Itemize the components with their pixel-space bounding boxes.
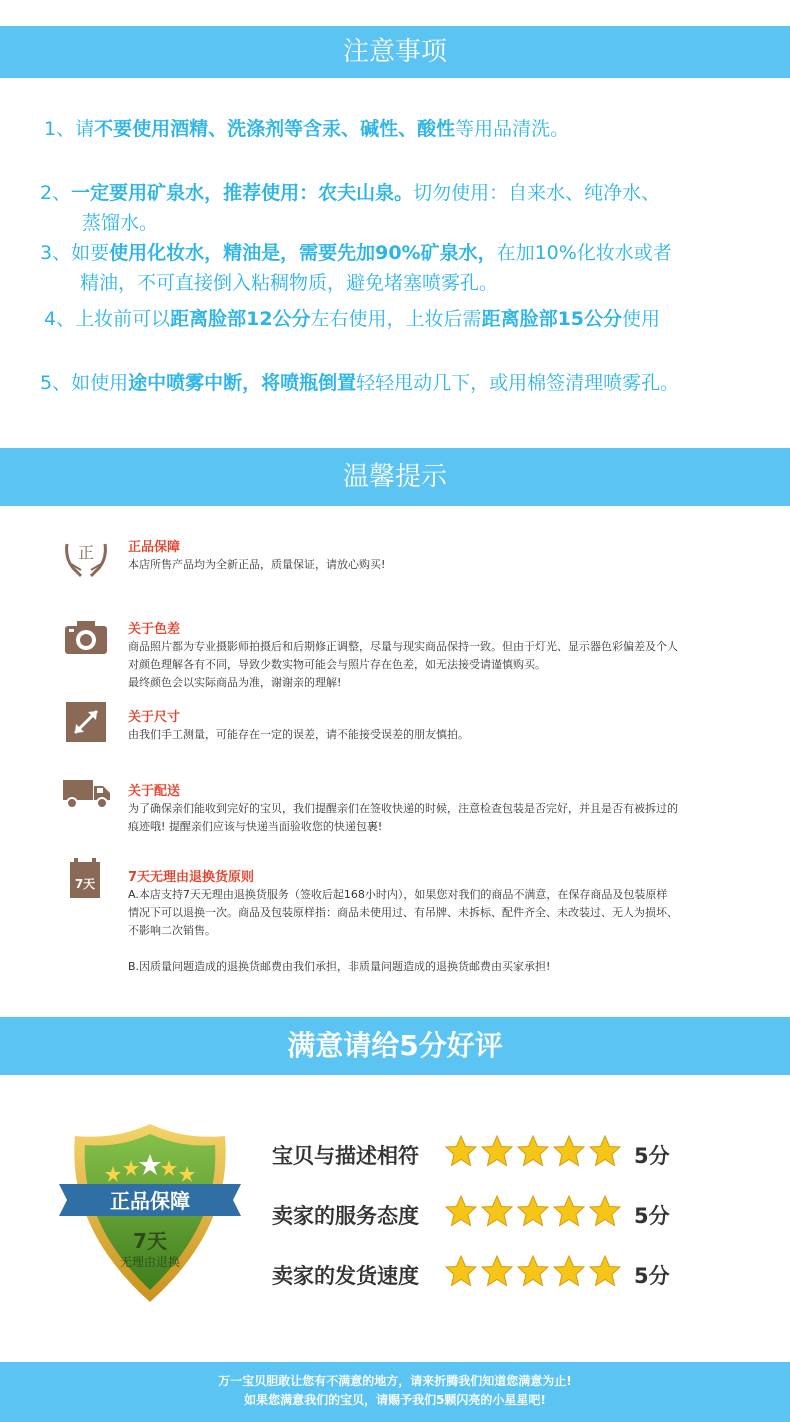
svg-text:无理由退换: 无理由退换	[119, 1255, 181, 1269]
tip-title: 关于配送	[128, 784, 181, 799]
star-icon	[444, 1134, 478, 1168]
tip-title: 关于尺寸	[128, 710, 181, 725]
rating-score: 5分	[634, 1144, 670, 1168]
camera-icon	[63, 620, 109, 662]
footer-banner	[0, 1362, 790, 1422]
star-rating	[444, 1194, 624, 1230]
star-icon	[480, 1194, 514, 1228]
svg-text:7天: 7天	[74, 877, 96, 891]
star-icon	[588, 1194, 622, 1228]
star-icon	[444, 1254, 478, 1288]
rating-label: 卖家的发货速度	[272, 1264, 419, 1288]
star-icon	[480, 1134, 514, 1168]
tip-title: 关于色差	[128, 622, 181, 637]
star-icon	[588, 1134, 622, 1168]
rating-title: 满意请给5分好评	[287, 1029, 503, 1062]
rating-row	[272, 1134, 752, 1174]
tips-banner	[0, 448, 790, 506]
star-icon	[480, 1254, 514, 1288]
star-icon	[552, 1254, 586, 1288]
star-rating	[444, 1134, 624, 1170]
tip-body: A.本店支持7天无理由退换货服务（签收后起168小时内），如果您对我们的商品不满意，在保存商品及包装原样 情况下可以退换一次。商品及包装原样指：商品未使用过、有吊牌、未拆标、配件齐全、未改装过、无人为损坏、 不影响二次销售。 B.因质量问题造成的退换货邮费由我们承担，非质量问题造成的退换货邮费由买家承担!	[128, 888, 678, 973]
star-icon	[444, 1194, 478, 1228]
tip-body: 商品照片都为专业摄影师拍摄后和后期修正调整，尽量与现实商品保持一致。但由于灯光、显示器色彩偏差及个人 对颜色理解各有不同，导致少数实物可能会与照片存在色差，如无法接受请谨慎购买。 最终颜色会以实际商品为准，谢谢亲的理解!	[128, 640, 678, 689]
ruler-arrow-icon	[66, 702, 112, 744]
star-icon	[516, 1194, 550, 1228]
star-icon	[516, 1134, 550, 1168]
guarantee-shield-badge	[55, 1118, 245, 1308]
return-7day-icon	[68, 858, 114, 900]
svg-text:正品保障: 正品保障	[110, 1189, 190, 1213]
rating-row	[272, 1254, 752, 1294]
tips-title: 温馨提示	[342, 462, 447, 492]
star-icon	[588, 1254, 622, 1288]
notice-title: 注意事项	[342, 37, 447, 67]
star-icon	[552, 1194, 586, 1228]
footer-line-2: 如果您满意我们的宝贝，请赐予我们5颗闪亮的小星星吧!	[244, 1393, 546, 1407]
star-rating	[444, 1254, 624, 1290]
svg-text:7天: 7天	[133, 1229, 167, 1253]
tip-body: 为了确保亲们能收到完好的宝贝，我们提醒亲们在签收快递的时候，注意检查包装是否完好，并且是否有被拆过的 痕迹哦! 提醒亲们应该与快递当面验收您的快递包裹!	[128, 802, 678, 833]
note-item: 2、一定要用矿泉水，推荐使用：农夫山泉。切勿使用：自来水、纯净水、 蒸馏水。	[40, 182, 661, 234]
rating-label: 宝贝与描述相符	[272, 1144, 419, 1168]
tip-body: 本店所售产品均为全新正品，质量保证，请放心购买!	[128, 558, 386, 571]
rating-score: 5分	[634, 1204, 670, 1228]
rating-label: 卖家的服务态度	[272, 1204, 419, 1228]
star-icon	[516, 1254, 550, 1288]
footer-line-1: 万一宝贝胆敢让您有不满意的地方，请来折腾我们知道您满意为止!	[218, 1374, 572, 1388]
star-icon	[552, 1134, 586, 1168]
note-item: 4、上妆前可以距离脸部12公分左右使用，上妆后需距离脸部15公分使用	[44, 308, 661, 330]
truck-icon	[63, 778, 109, 820]
rating-row	[272, 1194, 752, 1234]
rating-score: 5分	[634, 1264, 670, 1288]
note-item: 5、如使用途中喷雾中断，将喷瓶倒置轻轻甩动几下，或用棉签清理喷雾孔。	[40, 372, 680, 394]
note-item: 3、如要使用化妆水，精油是，需要先加90%矿泉水，在加10%化妆水或者 精油，不可直接倒入粘稠物质，避免堵塞喷雾孔。	[40, 242, 672, 294]
tip-title: 7天无理由退换货原则	[128, 870, 255, 885]
notice-banner	[0, 26, 790, 78]
svg-text:正: 正	[77, 543, 95, 562]
rating-banner	[0, 1017, 790, 1075]
tip-body: 由我们手工测量，可能存在一定的误差，请不能接受误差的朋友慎拍。	[128, 728, 469, 741]
note-item: 1、请不要使用酒精、洗涤剂等含汞、碱性、酸性等用品清洗。	[44, 118, 570, 140]
genuine-hands-icon	[63, 538, 109, 580]
tip-title: 正品保障	[128, 540, 181, 555]
